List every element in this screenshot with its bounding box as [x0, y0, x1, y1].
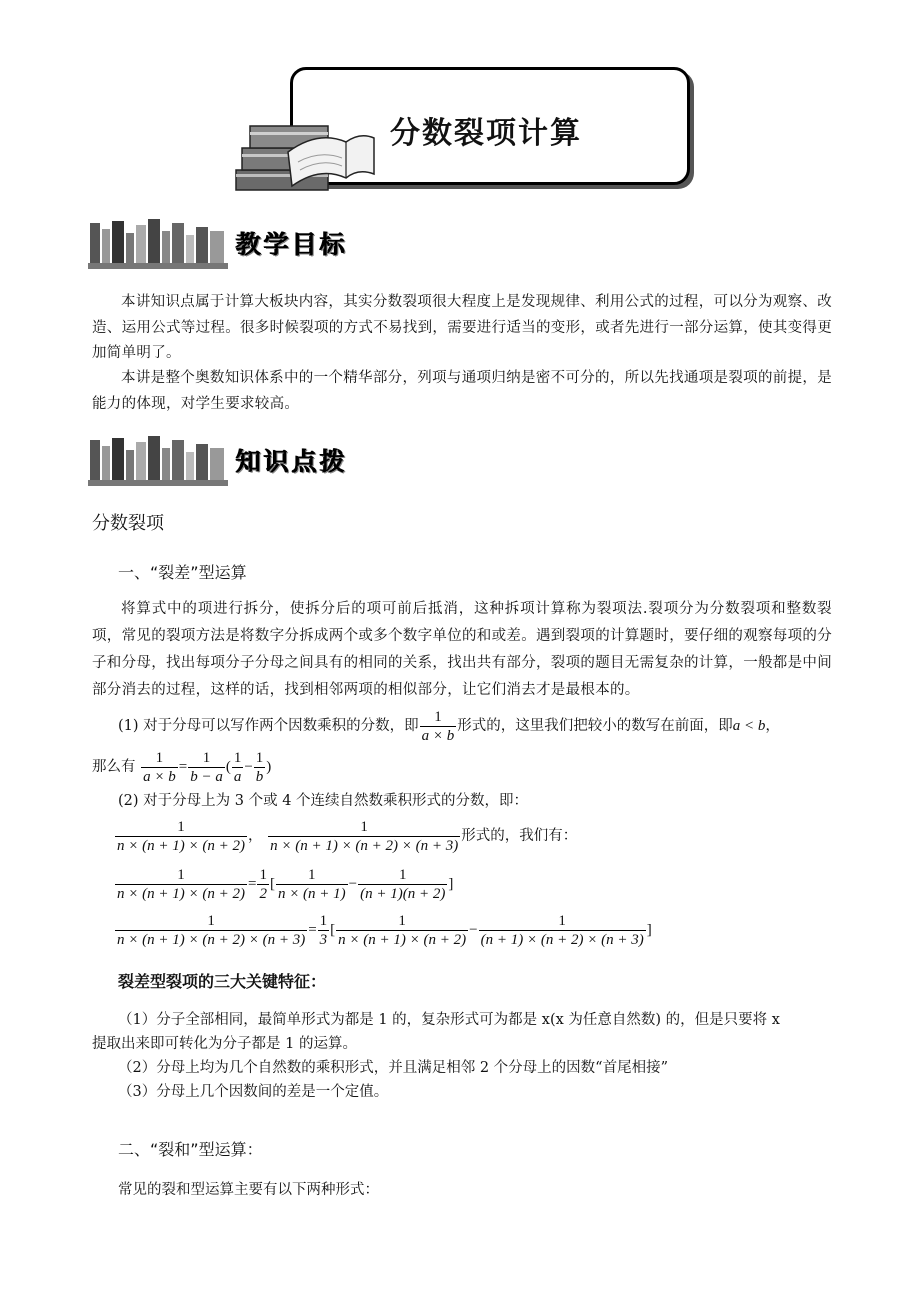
feature-3: （3）分母上几个因数间的差是一个定值。 [118, 1084, 389, 1100]
feature-1-line-b: 提取出来即可转化为分子都是 1 的运算。 [92, 1036, 357, 1052]
bookshelf-icon [88, 432, 228, 488]
part2-title: 二、“裂和”型运算： [118, 1140, 263, 1159]
part1-paragraph: 将算式中的项进行拆分，使拆分后的项可前后抵消，这种拆项计算称为裂项法.裂项分为分数裂项和整数裂项，常见的裂项方法是将数字分拆成两个或多个数字单位的和或差。遇到裂项的计算题时，要仔细的观察每项的分子和分母，找出每项分子分母之间具有的相同的关系，找出共有部分，裂项的题目无需复杂的计算，一般都是中间部分消去的过程，这样的话，找到相邻两项的相似部分，让它们消去才是最根本的。 [92, 601, 832, 698]
item2-tail-text: 形式的，我们有： [461, 828, 578, 844]
formula-1-over-axb: $\frac{1}{a \times b}$ [421, 708, 455, 744]
section-header-knowledge-points [88, 432, 368, 488]
item2-forms-line: $\frac{1}{n \times (n + 1) \times (n + 2)}$ ， $\frac{1}{n \times (n + 1) \times (n + 2) \times (n + 3)}$ 形式的，我们有： [117, 818, 578, 854]
section-title: 知识点拨 [236, 447, 349, 476]
item1-formula-line [92, 746, 271, 788]
formula-three-factor-split: $\frac{1}{n \times (n + 1) \times (n + 2)}$ = $\frac{1}{2}$ [ $\frac{1}{n \times (n + 1)}$ − $\frac{1}{(n + 1)(n + 2)}$ ] [117, 867, 454, 903]
formula-four-factor-split: $\frac{1}{n \times (n + 1) \times (n + 2) \times (n + 3)}$ = $\frac{1}{3}$ [ $\frac{1}{n \times (n + 1) \times (n + 2)}$ − $\frac{1}{(n + 1) \times (n + 2) \times (n + 3)}$ ] [117, 913, 652, 949]
item2-text: (2) 对于分母上为 3 个或 4 个连续自然数乘积形式的分数，即： [118, 793, 529, 809]
part2-paragraph: 常见的裂和型运算主要有以下两种形式： [118, 1182, 379, 1198]
bookshelf-icon [88, 215, 228, 271]
item1-text-b: 形式的，这里我们把较小的数写在前面，即 [457, 718, 733, 734]
formula-four-factor: $\frac{1}{n \times (n + 1) \times (n + 2) \times (n + 3)}$ [270, 818, 459, 854]
formula-split-difference: $\frac{1}{a \times b}$ = $\frac{1}{b - a}$ ( $\frac{1}{a}$ − $\frac{1}{b}$ ) [143, 750, 272, 786]
formula-a-less-b: a < b [732, 718, 766, 734]
item1-line: (1) 对于分母可以写作两个因数乘积的分数，即 $\frac{1}{a \times b}$ 形式的，这里我们把较小的数写在前面，即a < b， [118, 708, 780, 744]
part1-title: 一、“裂差”型运算 [118, 563, 247, 582]
features-title: 裂差型裂项的三大关键特征： [118, 972, 327, 991]
feature-2: （2）分母上均为几个自然数的乘积形式，并且满足相邻 2 个分母上的因数“首尾相接” [118, 1060, 668, 1076]
item1-text-a: (1) 对于分母可以写作两个因数乘积的分数，即 [118, 718, 419, 734]
intro-paragraph-1: 本讲知识点属于计算大板块内容，其实分数裂项很大程度上是发现规律、利用公式的过程，可以分为观察、改造、运用公式等过程。很多时候裂项的方式不易找到，需要进行适当的变形，或者先进行一部分运算，使其变得更加简单明了。 [92, 294, 832, 361]
subtitle-fraction-splitting: 分数裂项 [92, 513, 164, 534]
section-title: 教学目标 [236, 230, 349, 259]
intro-paragraph-2: 本讲是整个奥数知识体系中的一个精华部分，列项与通项归纳是密不可分的，所以先找通项是裂项的前提，是能力的体现，对学生要求较高。 [92, 370, 832, 412]
section-header-teaching-goals [88, 215, 368, 271]
page-title: 分数裂项计算 [390, 116, 582, 151]
item1-text-c: 那么有 [92, 759, 136, 775]
formula-three-factor: $\frac{1}{n \times (n + 1) \times (n + 2)}$ [117, 818, 245, 854]
books-illustration [228, 112, 378, 194]
feature-1-line-a: （1）分子全部相同，最简单形式为都是 1 的，复杂形式可为都是 x(x 为任意自然数) 的，但是只要将 x [118, 1012, 780, 1028]
